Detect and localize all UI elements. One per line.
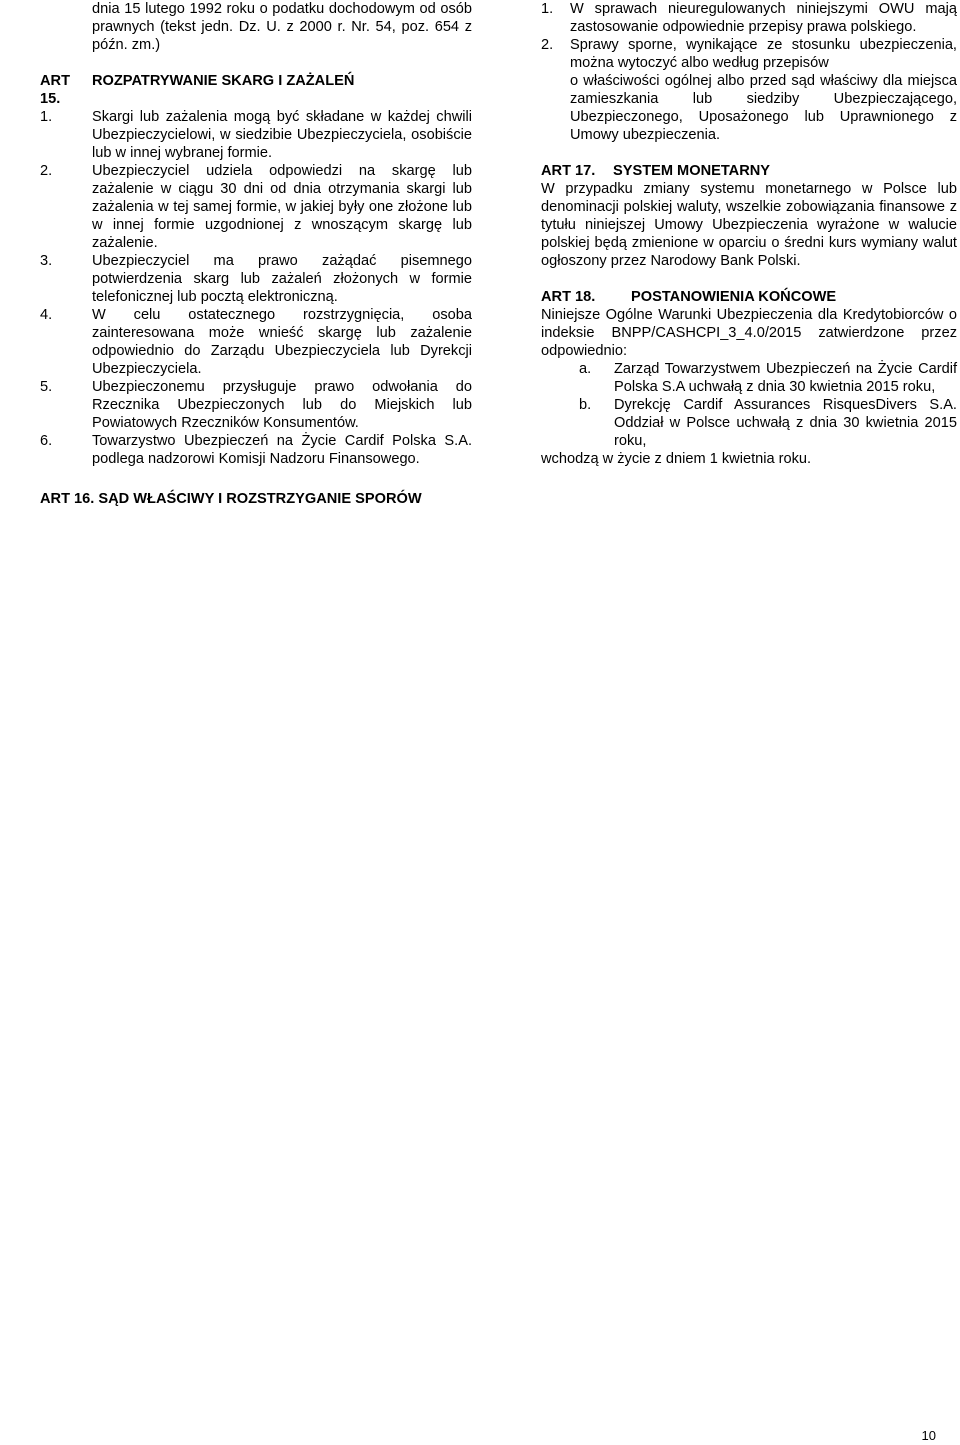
art15-title: ROZPATRYWANIE SKARG I ZAŻALEŃ [92, 73, 355, 89]
art15-number: ART 15. [40, 73, 70, 107]
art18-item-b: b. Dyrekcję Cardif Assurances RisquesDivers S.A. Oddział w Polsce uchwałą z dnia 30 kwietnia 2015 roku, [579, 397, 957, 449]
art15-item-1: 1. Skargi lub zażalenia mogą być składane w każdej chwili Ubezpieczycielowi, w siedzibie Ubezpieczyciela, osobiście lub w innej wybranej formie. [40, 109, 472, 161]
art18-closing: wchodzą w życie z dniem 1 kwietnia roku. [541, 451, 812, 467]
left-column [40, 0, 472, 508]
art15-item-4: 4. W celu ostatecznego rozstrzygnięcia, osoba zainteresowana może wnieść skargę lub zażalenie odpowiednio do Zarządu Ubezpieczyciela lub Dyrekcji Ubezpieczyciela. [40, 307, 472, 377]
page-number: 10 [921, 1428, 936, 1443]
art18-item-a: a. Zarząd Towarzystwem Ubezpieczeń na Życie Cardif Polska S.A uchwałą z dnia 30 kwietnia 2015 roku, [579, 361, 957, 395]
art15-item-2: 2. Ubezpieczyciel udziela odpowiedzi na skargę lub zażalenie w ciągu 30 dni od dnia otrzymania skargi lub zażalenia w tej samej formie, w jakiej były one złożone lub w innej formie uzgodnionej z wnoszącym skargę lub zażalenie. [40, 163, 472, 251]
art18-heading: ART 18. POSTANOWIENIA KOŃCOWE [541, 289, 837, 305]
art16-item-2: 2. Sprawy sporne, wynikające ze stosunku ubezpieczenia, można wytoczyć albo według przepisów o właściwości ogólnej albo przed sąd właściwy dla miejsca zamieszkania lub siedziby Ubezpieczającego, Ubezpieczonego, Uposażonego lub Uprawnionego z Umowy ubezpieczenia. [541, 37, 957, 143]
art15-item-6: 6. Towarzystwo Ubezpieczeń na Życie Cardif Polska S.A. podlega nadzorowi Komisji Nadzoru Finansowego. [40, 433, 472, 467]
art16-heading: ART 16. SĄD WŁAŚCIWY I ROZSTRZYGANIE SPORÓW [40, 491, 422, 507]
art17-body: W przypadku zmiany systemu monetarnego w Polsce lub denominacji polskiej waluty, wszelkie zobowiązania finansowe z tytułu niniejszej Umowy Ubezpieczenia wyrażone w walucie polskiej będą zmienione w oparciu o średni kurs wymiany walut ogłoszony przez Narodowy Bank Polski. [541, 181, 957, 269]
art18-body: Niniejsze Ogólne Warunki Ubezpieczenia dla Kredytobiorców o indeksie BNPP/CASHCPI_3_4.0/2015 zatwierdzone przez odpowiednio: [541, 307, 957, 359]
art15-item-3: 3. Ubezpieczyciel ma prawo zażądać pisemnego potwierdzenia skarg lub zażaleń złożonych w formie telefonicznej lub pocztą elektroniczną. [40, 253, 472, 305]
right-column [541, 0, 957, 468]
art16-item-1: 1. W sprawach nieuregulowanych niniejszymi OWU mają zastosowanie odpowiednie przepisy prawa polskiego. [541, 1, 957, 35]
art15-item-5: 5. Ubezpieczonemu przysługuje prawo odwołania do Rzecznika Ubezpieczonych lub do Miejskich lub Powiatowych Rzeczników Konsumentów. [40, 379, 472, 431]
art17-heading: ART 17. SYSTEM MONETARNY [541, 163, 771, 179]
intro-text: dnia 15 lutego 1992 roku o podatku dochodowym od osób prawnych (tekst jedn. Dz. U. z 2000 r. Nr. 54, poz. 654 z późn. zm.) [92, 1, 472, 53]
art15-heading [40, 72, 472, 108]
